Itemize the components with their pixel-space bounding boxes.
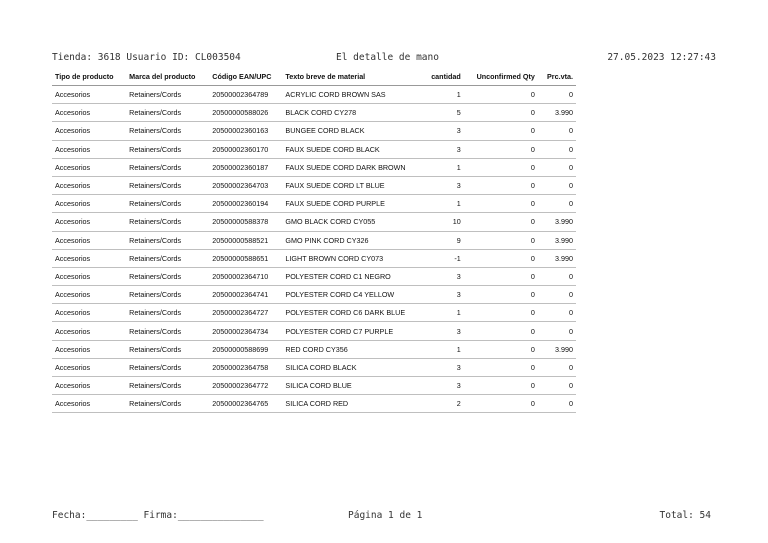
cell-texto: POLYESTER CORD C7 PURPLE: [282, 322, 423, 340]
table-row: [52, 104, 576, 122]
cell-tipo: Accesorios: [52, 358, 126, 376]
cell-unconfirmed: 0: [464, 358, 538, 376]
cell-precio: 3.990: [538, 340, 576, 358]
cell-precio: 0: [538, 140, 576, 158]
cell-codigo: 20500002364741: [209, 286, 282, 304]
cell-codigo: 20500002364758: [209, 358, 282, 376]
cell-unconfirmed: 0: [464, 140, 538, 158]
cell-codigo: 20500002364765: [209, 395, 282, 413]
cell-precio: 0: [538, 377, 576, 395]
cell-cantidad: 3: [424, 140, 464, 158]
cell-cantidad: 1: [424, 304, 464, 322]
page-indicator: Página 1 de 1: [348, 510, 423, 521]
cell-tipo: Accesorios: [52, 213, 126, 231]
cell-unconfirmed: 0: [464, 395, 538, 413]
cell-precio: 3.990: [538, 104, 576, 122]
store-user-header: Tienda: 3618 Usuario ID: CL003504: [52, 52, 241, 63]
cell-cantidad: 9: [424, 231, 464, 249]
cell-precio: 3.990: [538, 231, 576, 249]
table-row: [52, 158, 576, 176]
table-row: [52, 340, 576, 358]
cell-tipo: Accesorios: [52, 267, 126, 285]
cell-marca: Retainers/Cords: [126, 122, 209, 140]
cell-marca: Retainers/Cords: [126, 358, 209, 376]
cell-codigo: 20500000588651: [209, 249, 282, 267]
cell-tipo: Accesorios: [52, 286, 126, 304]
cell-marca: Retainers/Cords: [126, 286, 209, 304]
cell-cantidad: 3: [424, 267, 464, 285]
cell-codigo: 20500000588378: [209, 213, 282, 231]
cell-precio: 0: [538, 286, 576, 304]
cell-unconfirmed: 0: [464, 322, 538, 340]
cell-codigo: 20500002360194: [209, 195, 282, 213]
cell-marca: Retainers/Cords: [126, 322, 209, 340]
cell-tipo: Accesorios: [52, 304, 126, 322]
cell-tipo: Accesorios: [52, 122, 126, 140]
col-header-texto: Texto breve de material: [282, 68, 423, 86]
cell-tipo: Accesorios: [52, 395, 126, 413]
cell-cantidad: 1: [424, 86, 464, 104]
table-header-row: [52, 68, 576, 86]
col-header-codigo: Código EAN/UPC: [209, 68, 282, 86]
cell-marca: Retainers/Cords: [126, 140, 209, 158]
cell-unconfirmed: 0: [464, 304, 538, 322]
table-row: [52, 176, 576, 194]
cell-cantidad: 1: [424, 340, 464, 358]
cell-texto: BLACK CORD CY278: [282, 104, 423, 122]
cell-precio: 0: [538, 176, 576, 194]
table-row: [52, 86, 576, 104]
table-row: [52, 267, 576, 285]
cell-tipo: Accesorios: [52, 377, 126, 395]
cell-texto: RED CORD CY356: [282, 340, 423, 358]
table-row: [52, 395, 576, 413]
cell-tipo: Accesorios: [52, 249, 126, 267]
cell-marca: Retainers/Cords: [126, 340, 209, 358]
table-row: [52, 195, 576, 213]
cell-codigo: 20500002364734: [209, 322, 282, 340]
cell-texto: BUNGEE CORD BLACK: [282, 122, 423, 140]
cell-precio: 0: [538, 395, 576, 413]
cell-precio: 0: [538, 86, 576, 104]
cell-tipo: Accesorios: [52, 158, 126, 176]
table-row: [52, 122, 576, 140]
cell-texto: SILICA CORD BLUE: [282, 377, 423, 395]
cell-precio: 3.990: [538, 213, 576, 231]
table-row: [52, 358, 576, 376]
table-row: [52, 249, 576, 267]
table-row: [52, 286, 576, 304]
cell-texto: LIGHT BROWN CORD CY073: [282, 249, 423, 267]
cell-precio: 0: [538, 304, 576, 322]
cell-cantidad: 3: [424, 358, 464, 376]
cell-unconfirmed: 0: [464, 195, 538, 213]
cell-precio: 0: [538, 195, 576, 213]
col-header-cantidad: cantidad: [424, 68, 464, 86]
cell-codigo: 20500002364727: [209, 304, 282, 322]
cell-tipo: Accesorios: [52, 104, 126, 122]
cell-codigo: 20500002360170: [209, 140, 282, 158]
cell-precio: 0: [538, 267, 576, 285]
cell-codigo: 20500002364772: [209, 377, 282, 395]
report-timestamp: 27.05.2023 12:27:43: [607, 52, 716, 63]
cell-marca: Retainers/Cords: [126, 195, 209, 213]
cell-texto: POLYESTER CORD C1 NEGRO: [282, 267, 423, 285]
cell-marca: Retainers/Cords: [126, 304, 209, 322]
cell-cantidad: 3: [424, 377, 464, 395]
cell-codigo: 20500002360163: [209, 122, 282, 140]
total-count: Total: 54: [659, 510, 711, 521]
cell-unconfirmed: 0: [464, 176, 538, 194]
table-row: [52, 377, 576, 395]
col-header-tipo: Tipo de producto: [52, 68, 126, 86]
cell-unconfirmed: 0: [464, 340, 538, 358]
cell-cantidad: 3: [424, 122, 464, 140]
cell-unconfirmed: 0: [464, 249, 538, 267]
cell-unconfirmed: 0: [464, 104, 538, 122]
cell-unconfirmed: 0: [464, 231, 538, 249]
cell-tipo: Accesorios: [52, 86, 126, 104]
cell-texto: FAUX SUEDE CORD LT BLUE: [282, 176, 423, 194]
cell-unconfirmed: 0: [464, 122, 538, 140]
cell-tipo: Accesorios: [52, 195, 126, 213]
cell-unconfirmed: 0: [464, 377, 538, 395]
cell-texto: GMO PINK CORD CY326: [282, 231, 423, 249]
cell-tipo: Accesorios: [52, 176, 126, 194]
col-header-precio: Prc.vta.: [538, 68, 576, 86]
cell-cantidad: 3: [424, 176, 464, 194]
cell-texto: POLYESTER CORD C4 YELLOW: [282, 286, 423, 304]
report-title: El detalle de mano: [336, 52, 439, 63]
cell-codigo: 20500000588699: [209, 340, 282, 358]
cell-unconfirmed: 0: [464, 158, 538, 176]
cell-cantidad: 3: [424, 286, 464, 304]
cell-unconfirmed: 0: [464, 267, 538, 285]
cell-cantidad: 3: [424, 322, 464, 340]
cell-texto: FAUX SUEDE CORD BLACK: [282, 140, 423, 158]
cell-precio: 3.990: [538, 249, 576, 267]
cell-marca: Retainers/Cords: [126, 249, 209, 267]
table-row: [52, 213, 576, 231]
cell-marca: Retainers/Cords: [126, 377, 209, 395]
cell-texto: FAUX SUEDE CORD DARK BROWN: [282, 158, 423, 176]
cell-marca: Retainers/Cords: [126, 104, 209, 122]
cell-marca: Retainers/Cords: [126, 231, 209, 249]
col-header-unconfirmed: Unconfirmed Qty: [464, 68, 538, 86]
cell-codigo: 20500002364710: [209, 267, 282, 285]
table-row: [52, 231, 576, 249]
cell-precio: 0: [538, 358, 576, 376]
cell-texto: SILICA CORD RED: [282, 395, 423, 413]
cell-texto: ACRYLIC CORD BROWN SAS: [282, 86, 423, 104]
cell-cantidad: 1: [424, 195, 464, 213]
cell-marca: Retainers/Cords: [126, 267, 209, 285]
cell-tipo: Accesorios: [52, 140, 126, 158]
cell-cantidad: -1: [424, 249, 464, 267]
cell-codigo: 20500000588521: [209, 231, 282, 249]
cell-texto: GMO BLACK CORD CY055: [282, 213, 423, 231]
cell-unconfirmed: 0: [464, 86, 538, 104]
cell-texto: POLYESTER CORD C6 DARK BLUE: [282, 304, 423, 322]
table-row: [52, 322, 576, 340]
cell-texto: FAUX SUEDE CORD PURPLE: [282, 195, 423, 213]
signature-line: Fecha:_________ Firma:_______________: [52, 510, 264, 521]
cell-unconfirmed: 0: [464, 286, 538, 304]
cell-texto: SILICA CORD BLACK: [282, 358, 423, 376]
cell-marca: Retainers/Cords: [126, 213, 209, 231]
cell-precio: 0: [538, 322, 576, 340]
cell-tipo: Accesorios: [52, 231, 126, 249]
cell-codigo: 20500000588026: [209, 104, 282, 122]
cell-codigo: 20500002364789: [209, 86, 282, 104]
cell-codigo: 20500002360187: [209, 158, 282, 176]
cell-cantidad: 1: [424, 158, 464, 176]
cell-cantidad: 10: [424, 213, 464, 231]
cell-cantidad: 5: [424, 104, 464, 122]
cell-precio: 0: [538, 122, 576, 140]
detail-table: [52, 68, 576, 413]
cell-marca: Retainers/Cords: [126, 158, 209, 176]
cell-cantidad: 2: [424, 395, 464, 413]
cell-unconfirmed: 0: [464, 213, 538, 231]
cell-tipo: Accesorios: [52, 322, 126, 340]
cell-codigo: 20500002364703: [209, 176, 282, 194]
table-row: [52, 140, 576, 158]
cell-marca: Retainers/Cords: [126, 86, 209, 104]
cell-tipo: Accesorios: [52, 340, 126, 358]
table-row: [52, 304, 576, 322]
cell-marca: Retainers/Cords: [126, 176, 209, 194]
cell-precio: 0: [538, 158, 576, 176]
cell-marca: Retainers/Cords: [126, 395, 209, 413]
col-header-marca: Marca del producto: [126, 68, 209, 86]
